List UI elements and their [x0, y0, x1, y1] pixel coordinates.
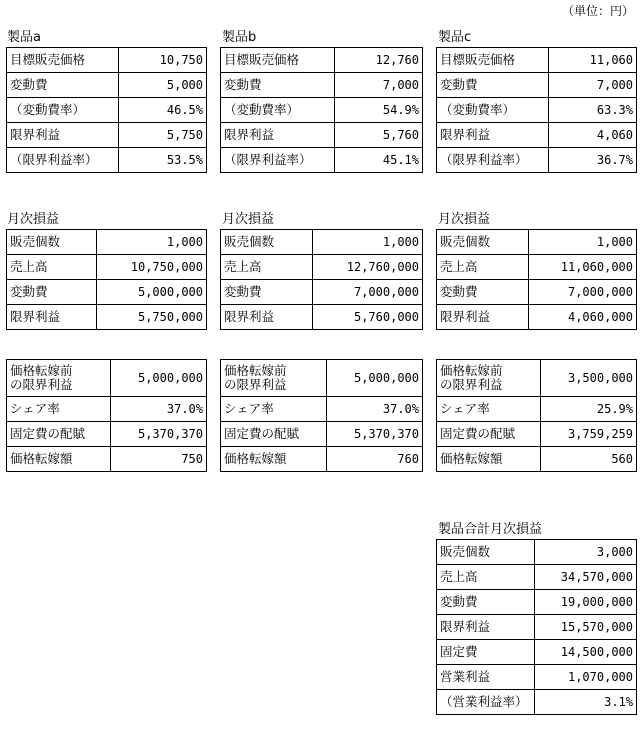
spec-value: 12,760 [335, 48, 423, 73]
transfer-value: 5,000,000 [327, 360, 423, 397]
table-row [7, 73, 207, 98]
table-row [221, 123, 423, 148]
transfer-label: 固定費の配賦 [221, 422, 327, 447]
product-b-spec-table [220, 47, 423, 173]
monthly-value: 7,000,000 [529, 280, 637, 305]
transfer-value: 3,500,000 [541, 360, 637, 397]
spec-label: 変動費 [7, 73, 119, 98]
monthly-label: 変動費 [221, 280, 313, 305]
product-c-spec-table [436, 47, 637, 173]
monthly-value: 12,760,000 [313, 255, 423, 280]
spec-value: 5,000 [119, 73, 207, 98]
monthly-label: 限界利益 [437, 305, 529, 330]
spec-value: 4,060 [549, 123, 637, 148]
spec-value: 36.7% [549, 148, 637, 173]
monthly-label: 限界利益 [221, 305, 313, 330]
monthly-value: 5,760,000 [313, 305, 423, 330]
unit-note: （単位：円） [561, 4, 634, 18]
product-a-monthly-table [6, 229, 207, 330]
monthly-value: 11,060,000 [529, 255, 637, 280]
transfer-value: 750 [111, 447, 207, 472]
transfer-label: 固定費の配賦 [7, 422, 111, 447]
table-row [221, 230, 423, 255]
spec-label: （変動費率） [7, 98, 119, 123]
table-row [7, 280, 207, 305]
total-title: 製品合計月次損益 [438, 522, 543, 537]
product-c-monthly-table [436, 229, 637, 330]
table-row [7, 123, 207, 148]
transfer-label: 価格転嫁額 [7, 447, 111, 472]
product-a-monthly-title: 月次損益 [7, 212, 60, 227]
table-row [221, 280, 423, 305]
total-label: 変動費 [437, 590, 535, 615]
table-row [437, 280, 637, 305]
monthly-value: 5,000,000 [97, 280, 207, 305]
table-row [437, 360, 637, 397]
product-c-monthly-title: 月次損益 [438, 212, 491, 227]
spec-value: 45.1% [335, 148, 423, 173]
product-c-title: 製品c [438, 30, 472, 45]
total-value: 3,000 [535, 540, 637, 565]
transfer-label: 価格転嫁額 [437, 447, 541, 472]
total-label: 販売個数 [437, 540, 535, 565]
spec-label: 変動費 [437, 73, 549, 98]
monthly-label: 販売個数 [437, 230, 529, 255]
table-row [221, 447, 423, 472]
monthly-label: 売上高 [7, 255, 97, 280]
table-row [221, 397, 423, 422]
table-row [437, 305, 637, 330]
spec-value: 54.9% [335, 98, 423, 123]
monthly-label: 売上高 [437, 255, 529, 280]
spec-label: 限界利益 [437, 123, 549, 148]
transfer-value: 760 [327, 447, 423, 472]
total-label: 限界利益 [437, 615, 535, 640]
spec-label: 目標販売価格 [221, 48, 335, 73]
monthly-value: 1,000 [529, 230, 637, 255]
monthly-label: 販売個数 [7, 230, 97, 255]
spec-label: 限界利益 [221, 123, 335, 148]
monthly-value: 10,750,000 [97, 255, 207, 280]
monthly-value: 1,000 [313, 230, 423, 255]
transfer-value: 37.0% [327, 397, 423, 422]
total-label: 固定費 [437, 640, 535, 665]
monthly-label: 限界利益 [7, 305, 97, 330]
table-row [437, 690, 637, 715]
table-row [437, 255, 637, 280]
transfer-label: 価格転嫁前 の限界利益 [221, 360, 327, 397]
transfer-label: 価格転嫁前 の限界利益 [7, 360, 111, 397]
spec-value: 11,060 [549, 48, 637, 73]
spec-label: （変動費率） [437, 98, 549, 123]
table-row [7, 447, 207, 472]
table-row [437, 590, 637, 615]
spec-label: （限界利益率） [221, 148, 335, 173]
table-row [437, 123, 637, 148]
table-row [437, 230, 637, 255]
monthly-label: 変動費 [7, 280, 97, 305]
total-value: 19,000,000 [535, 590, 637, 615]
table-row [437, 397, 637, 422]
table-row [437, 422, 637, 447]
spec-label: （限界利益率） [7, 148, 119, 173]
product-b-monthly-table [220, 229, 423, 330]
transfer-value: 25.9% [541, 397, 637, 422]
spec-value: 7,000 [549, 73, 637, 98]
spec-value: 46.5% [119, 98, 207, 123]
transfer-value: 37.0% [111, 397, 207, 422]
spec-label: （限界利益率） [437, 148, 549, 173]
table-row [437, 640, 637, 665]
table-row [7, 255, 207, 280]
table-row [437, 665, 637, 690]
monthly-label: 販売個数 [221, 230, 313, 255]
table-row [7, 305, 207, 330]
table-row [437, 615, 637, 640]
spec-label: 目標販売価格 [7, 48, 119, 73]
monthly-label: 売上高 [221, 255, 313, 280]
table-row [221, 148, 423, 173]
monthly-value: 4,060,000 [529, 305, 637, 330]
table-row [221, 73, 423, 98]
spec-label: （変動費率） [221, 98, 335, 123]
table-row [437, 98, 637, 123]
transfer-label: シェア率 [437, 397, 541, 422]
total-label: 営業利益 [437, 665, 535, 690]
table-row [437, 447, 637, 472]
total-table [436, 539, 637, 715]
spec-value: 5,760 [335, 123, 423, 148]
total-label: 売上高 [437, 565, 535, 590]
table-row [7, 397, 207, 422]
table-row [7, 148, 207, 173]
monthly-value: 1,000 [97, 230, 207, 255]
transfer-value: 5,370,370 [111, 422, 207, 447]
spec-value: 63.3% [549, 98, 637, 123]
table-row [7, 230, 207, 255]
product-a-transfer-table [6, 359, 207, 472]
table-row [437, 48, 637, 73]
monthly-value: 7,000,000 [313, 280, 423, 305]
total-value: 14,500,000 [535, 640, 637, 665]
transfer-value: 560 [541, 447, 637, 472]
spec-value: 5,750 [119, 123, 207, 148]
monthly-value: 5,750,000 [97, 305, 207, 330]
monthly-label: 変動費 [437, 280, 529, 305]
spec-value: 7,000 [335, 73, 423, 98]
product-c-transfer-table [436, 359, 637, 472]
table-row [7, 98, 207, 123]
product-a-spec-table [6, 47, 207, 173]
table-row [437, 540, 637, 565]
total-label: （営業利益率） [437, 690, 535, 715]
product-a-title: 製品a [7, 30, 41, 45]
product-b-title: 製品b [222, 30, 257, 45]
transfer-label: シェア率 [7, 397, 111, 422]
transfer-label: シェア率 [221, 397, 327, 422]
table-row [221, 422, 423, 447]
transfer-label: 固定費の配賦 [437, 422, 541, 447]
transfer-label: 価格転嫁前 の限界利益 [437, 360, 541, 397]
spec-label: 目標販売価格 [437, 48, 549, 73]
table-row [221, 305, 423, 330]
table-row [7, 422, 207, 447]
spec-label: 限界利益 [7, 123, 119, 148]
product-b-monthly-title: 月次損益 [222, 212, 275, 227]
table-row [221, 98, 423, 123]
table-row [221, 255, 423, 280]
total-value: 15,570,000 [535, 615, 637, 640]
spec-value: 10,750 [119, 48, 207, 73]
table-row [437, 73, 637, 98]
table-row [221, 48, 423, 73]
table-row [7, 360, 207, 397]
table-row [7, 48, 207, 73]
total-value: 1,070,000 [535, 665, 637, 690]
transfer-label: 価格転嫁額 [221, 447, 327, 472]
table-row [221, 360, 423, 397]
transfer-value: 5,000,000 [111, 360, 207, 397]
transfer-value: 5,370,370 [327, 422, 423, 447]
total-value: 3.1% [535, 690, 637, 715]
table-row [437, 148, 637, 173]
total-value: 34,570,000 [535, 565, 637, 590]
table-row [437, 565, 637, 590]
transfer-value: 3,759,259 [541, 422, 637, 447]
spec-value: 53.5% [119, 148, 207, 173]
product-b-transfer-table [220, 359, 423, 472]
spec-label: 変動費 [221, 73, 335, 98]
